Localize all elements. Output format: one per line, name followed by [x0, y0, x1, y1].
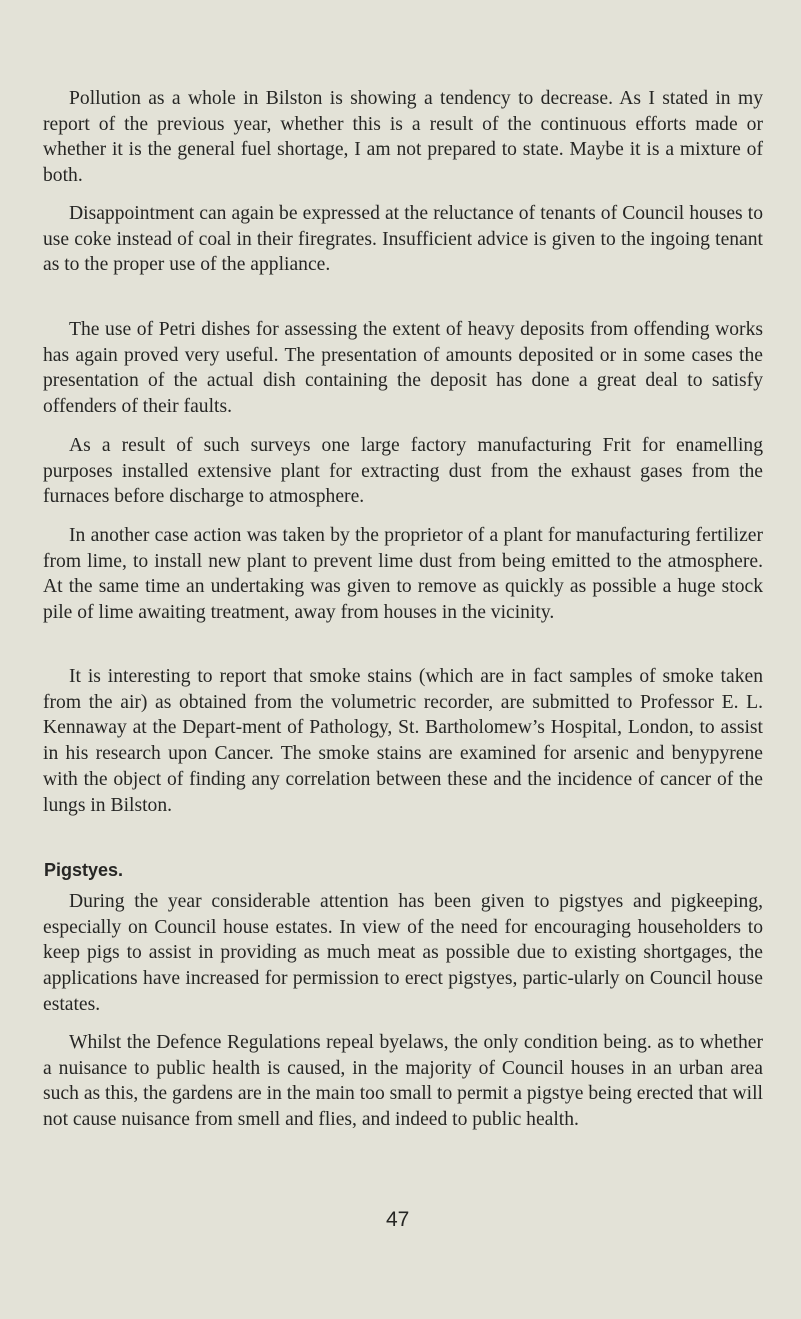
paragraph-pigkeeping: During the year considerable attention has been given to pigstyes and pigkeeping, especially on Council house estates. In view of the need for encouraging householders to keep pigs to assist in providing as much meat as possible due to existing shortgages, the applications have increased for permission to erect pigstyes, partic-ularly on Council house estates. — [43, 891, 763, 1015]
paragraph-defence-regulations: Whilst the Defence Regulations repeal byelaws, the only condition being. as to whether a nuisance to public health is caused, in the majority of Council houses in an urban area such as this, the gardens are in the main too small to permit a pigstye being erected that will not cause nuisance from smell and flies, and indeed to public health. — [43, 1032, 763, 1131]
paragraph-petri-dishes: The use of Petri dishes for assessing the extent of heavy deposits from offending works has again proved very useful. The presentation of amounts deposited or in some cases the presentation of the actual dish containing the deposit has done a great deal to satisfy offenders of their faults. — [43, 319, 763, 418]
paragraph-frit-factory: As a result of such surveys one large factory manufacturing Frit for enamelling purposes installed extensive plant for extracting dust from the exhaust gases from the furnaces before discharge to atmosphere. — [43, 435, 763, 508]
section-heading-pigstyes: Pigstyes. — [44, 860, 124, 880]
page-number: 47 — [386, 1208, 410, 1231]
paragraph-pollution: Pollution as a whole in Bilston is showing a tendency to decrease. As I stated in my report of the previous year, whether this is a result of the continuous efforts made or whether it is the general fuel shortage, I am not prepared to state. Maybe it is a mixture of both. — [43, 88, 763, 187]
paragraph-smoke-stains: It is interesting to report that smoke stains (which are in fact samples of smoke taken from the air) as obtained from the volumetric recorder, are submitted to Professor E. L. Kennaway at the Depart-ment of Pathology, St. Bartholomew’s Hospital, London, to assist in his research upon Cancer. The smoke stains are examined for arsenic and benypyrene with the object of finding any correlation between these and the incidence of cancer of the lungs in Bilston. — [43, 666, 763, 816]
paragraph-disappointment: Disappointment can again be expressed at the reluctance of tenants of Council houses to use coke instead of coal in their firegrates. Insufficient advice is given to the ingoing tenant as to the proper use of the appliance. — [43, 203, 763, 276]
paragraph-lime-plant: In another case action was taken by the proprietor of a plant for manufacturing fertilizer from lime, to install new plant to prevent lime dust from being emitted to the atmosphere. At the same time an undertaking was given to remove as quickly as possible a huge stock pile of lime awaiting treatment, away from houses in the vicinity. — [43, 525, 763, 624]
